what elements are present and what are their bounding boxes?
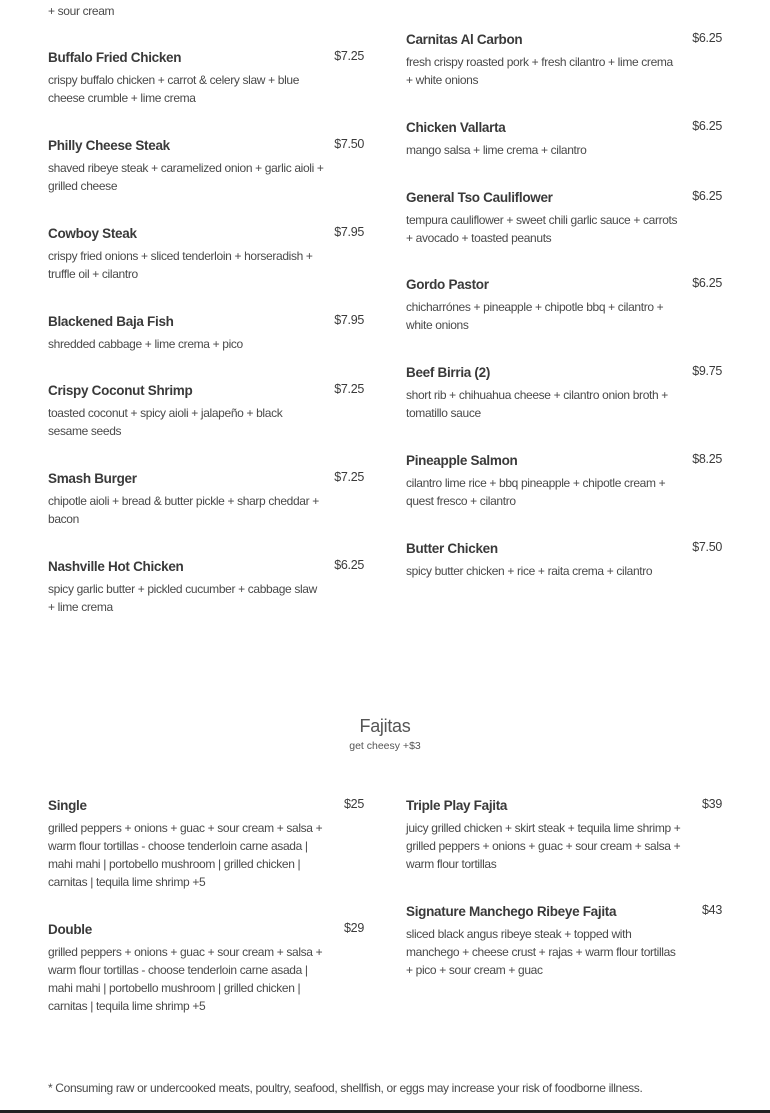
item-price: $29 <box>344 921 364 935</box>
item-name: Carnitas Al Carbon <box>406 32 523 47</box>
item-price: $7.50 <box>334 137 364 151</box>
item-description: chicharrónes + pineapple + chipotle bbq + cilantro + white onions <box>406 300 664 332</box>
menu-item <box>406 119 722 159</box>
fajitas-section-subtitle: get cheesy +$3 <box>349 740 421 752</box>
menu-item <box>48 382 364 440</box>
item-description: shaved ribeye steak + caramelized onion + garlic aioli + grilled cheese <box>48 161 324 193</box>
item-price: $7.25 <box>334 49 364 63</box>
menu-item <box>406 540 722 580</box>
menu-item <box>48 797 364 891</box>
item-description: spicy butter chicken + rice + raita crema + cilantro <box>406 564 653 578</box>
item-description: mango salsa + lime crema + cilantro <box>406 143 587 157</box>
item-price: $7.25 <box>334 382 364 396</box>
menu-item <box>406 452 722 510</box>
item-name: Smash Burger <box>48 471 137 486</box>
item-description: shredded cabbage + lime crema + pico <box>48 337 243 351</box>
menu-item <box>406 189 722 247</box>
item-price: $9.75 <box>692 364 722 378</box>
item-name: Cowboy Steak <box>48 226 137 241</box>
item-name: Buffalo Fried Chicken <box>48 50 182 65</box>
item-price: $7.95 <box>334 313 364 327</box>
item-price: $6.25 <box>692 276 722 290</box>
item-name: Signature Manchego Ribeye Fajita <box>406 904 617 919</box>
item-description: grilled peppers + onions + guac + sour cream + salsa + warm flour tortillas - choose tenderloin carne asada | mahi mahi | portobello mushroom | grilled chicken | carnitas | tequila lime shrimp +5 <box>48 821 323 889</box>
item-description: cilantro lime rice + bbq pineapple + chipotle cream + quest fresco + cilantro <box>406 476 666 508</box>
item-name: Chicken Vallarta <box>406 120 506 135</box>
food-safety-disclaimer: * Consuming raw or undercooked meats, poultry, seafood, shellfish, or eggs may increase your risk of foodborne illness. <box>48 1081 643 1095</box>
menu-item <box>406 903 722 979</box>
item-description: sliced black angus ribeye steak + topped with manchego + cheese crust + rajas + warm flour tortillas + pico + sour cream + guac <box>406 927 676 977</box>
item-name: Pineapple Salmon <box>406 453 518 468</box>
top-fragment: + sour cream <box>48 4 115 18</box>
item-name: Beef Birria (2) <box>406 365 491 380</box>
fajitas-section-title: Fajitas <box>359 716 411 736</box>
menu-item <box>406 364 722 422</box>
item-price: $7.25 <box>334 470 364 484</box>
item-price: $8.25 <box>692 452 722 466</box>
menu-item <box>48 558 364 616</box>
item-price: $39 <box>702 797 722 811</box>
item-price: $6.25 <box>692 119 722 133</box>
menu-item <box>406 276 722 334</box>
item-description: fresh crispy roasted pork + fresh cilantro + lime crema + white onions <box>406 55 673 87</box>
item-name: Crispy Coconut Shrimp <box>48 383 193 398</box>
item-description: toasted coconut + spicy aioli + jalapeño + black sesame seeds <box>48 406 283 438</box>
item-description: crispy buffalo chicken + carrot & celery slaw + blue cheese crumble + lime crema <box>48 73 300 105</box>
item-description: chipotle aioli + bread & butter pickle + sharp cheddar + bacon <box>48 494 319 526</box>
menu-item <box>48 470 364 528</box>
menu-item <box>48 137 364 195</box>
item-description: juicy grilled chicken + skirt steak + tequila lime shrimp + grilled peppers + onions + guac + sour cream + salsa + warm flour tortillas <box>406 821 681 871</box>
item-name: Double <box>48 922 92 937</box>
item-price: $7.95 <box>334 225 364 239</box>
item-description: crispy fried onions + sliced tenderloin + horseradish + truffle oil + cilantro <box>48 249 313 281</box>
item-name: Blackened Baja Fish <box>48 314 174 329</box>
item-name: General Tso Cauliflower <box>406 190 553 205</box>
item-description: tempura cauliflower + sweet chili garlic sauce + carrots + avocado + toasted peanuts <box>406 213 678 245</box>
item-price: $6.25 <box>692 31 722 45</box>
item-name: Triple Play Fajita <box>406 798 508 813</box>
menu-item <box>406 31 722 89</box>
item-name: Nashville Hot Chicken <box>48 559 184 574</box>
item-name: Gordo Pastor <box>406 277 489 292</box>
item-description: spicy garlic butter + pickled cucumber + cabbage slaw + lime crema <box>48 582 317 614</box>
menu-item <box>48 225 364 283</box>
item-name: Philly Cheese Steak <box>48 138 170 153</box>
menu-item <box>48 921 364 1015</box>
item-price: $6.25 <box>692 189 722 203</box>
item-name: Butter Chicken <box>406 541 498 556</box>
item-description: short rib + chihuahua cheese + cilantro onion broth + tomatillo sauce <box>406 388 668 420</box>
item-price: $6.25 <box>334 558 364 572</box>
menu-item <box>48 49 364 107</box>
item-description: grilled peppers + onions + guac + sour cream + salsa + warm flour tortillas - choose tenderloin carne asada | mahi mahi | portobello mushroom | grilled chicken | carnitas | tequila lime shrimp +5 <box>48 945 323 1013</box>
item-name: Single <box>48 798 87 813</box>
item-price: $43 <box>702 903 722 917</box>
menu-item <box>406 797 722 873</box>
menu-item <box>48 313 364 353</box>
item-price: $25 <box>344 797 364 811</box>
item-price: $7.50 <box>692 540 722 554</box>
